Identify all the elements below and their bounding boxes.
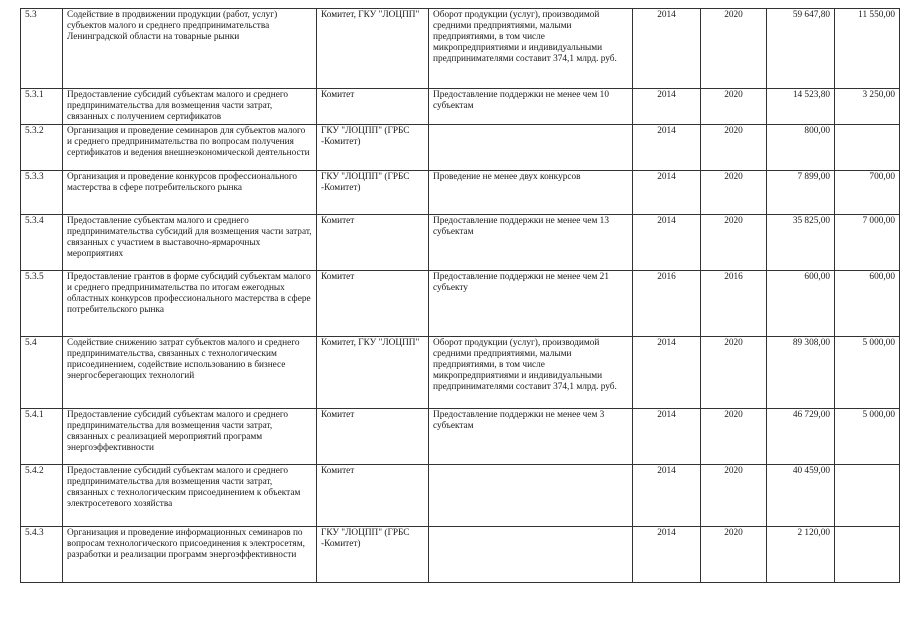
item-executor: Комитет, ГКУ "ЛОЦПП": [317, 9, 429, 89]
item-end-year: 2016: [701, 271, 767, 337]
item-end-year: 2020: [701, 465, 767, 527]
item-total-amount: 800,00: [767, 125, 835, 171]
item-indicator: Предоставление поддержки не менее чем 3 субъектам: [429, 409, 633, 465]
item-code: 5.3.5: [21, 271, 63, 337]
item-budget-amount: 700,00: [835, 171, 900, 215]
item-start-year: 2014: [633, 89, 701, 125]
item-total-amount: 2 120,00: [767, 527, 835, 583]
item-start-year: 2014: [633, 125, 701, 171]
table-row: [21, 9, 900, 89]
item-start-year: 2014: [633, 215, 701, 271]
item-executor: Комитет: [317, 271, 429, 337]
table-row: [21, 271, 900, 337]
table-row: [21, 215, 900, 271]
item-start-year: 2014: [633, 171, 701, 215]
item-end-year: 2020: [701, 337, 767, 409]
item-budget-amount: [835, 465, 900, 527]
table-row: [21, 171, 900, 215]
item-budget-amount: 11 550,00: [835, 9, 900, 89]
item-executor: Комитет, ГКУ "ЛОЦПП": [317, 337, 429, 409]
item-end-year: 2020: [701, 527, 767, 583]
item-name: Предоставление грантов в форме субсидий субъектам малого и среднего предпринимательства по итогам ежегодных областных конкурсов профессионального мастерства в сфере потребительского рынка: [63, 271, 317, 337]
table-row: [21, 465, 900, 527]
item-name: Организация и проведение информационных семинаров по вопросам технологического присоединения к электросетям, разработки и реализации программ энергоэффективности: [63, 527, 317, 583]
item-budget-amount: 7 000,00: [835, 215, 900, 271]
item-executor: Комитет: [317, 215, 429, 271]
item-indicator: [429, 465, 633, 527]
item-end-year: 2020: [701, 409, 767, 465]
item-name: Организация и проведение семинаров для субъектов малого и среднего предпринимательства по вопросам получения сертификатов и ведения внешнеэкономической деятельности: [63, 125, 317, 171]
item-code: 5.4.2: [21, 465, 63, 527]
item-end-year: 2020: [701, 9, 767, 89]
item-start-year: 2014: [633, 465, 701, 527]
table-row: [21, 89, 900, 125]
item-indicator: [429, 527, 633, 583]
program-table: [20, 8, 900, 583]
item-name: Предоставление субсидий субъектам малого и среднего предпринимательства для возмещения части затрат, связанных с реализацией мероприятий программ энергоэффективности: [63, 409, 317, 465]
item-total-amount: 46 729,00: [767, 409, 835, 465]
item-budget-amount: 3 250,00: [835, 89, 900, 125]
item-total-amount: 600,00: [767, 271, 835, 337]
item-code: 5.3.2: [21, 125, 63, 171]
item-indicator: Предоставление поддержки не менее чем 10 субъектам: [429, 89, 633, 125]
item-end-year: 2020: [701, 89, 767, 125]
item-indicator: Оборот продукции (услуг), производимой средними предприятиями, малыми предприятиями, в том числе микропредприятиями и индивидуальными предпринимателями составит 374,1 млрд. руб.: [429, 337, 633, 409]
item-end-year: 2020: [701, 125, 767, 171]
item-budget-amount: 600,00: [835, 271, 900, 337]
item-total-amount: 89 308,00: [767, 337, 835, 409]
item-code: 5.3.3: [21, 171, 63, 215]
item-executor: Комитет: [317, 465, 429, 527]
item-code: 5.4: [21, 337, 63, 409]
item-total-amount: 40 459,00: [767, 465, 835, 527]
item-total-amount: 7 899,00: [767, 171, 835, 215]
table-row: [21, 409, 900, 465]
table-row: [21, 527, 900, 583]
item-executor: ГКУ "ЛОЦПП" (ГРБС -Комитет): [317, 171, 429, 215]
item-end-year: 2020: [701, 215, 767, 271]
item-name: Предоставление субсидий субъектам малого и среднего предпринимательства для возмещения части затрат, связанных с получением сертификатов: [63, 89, 317, 125]
item-budget-amount: [835, 527, 900, 583]
item-code: 5.3.1: [21, 89, 63, 125]
item-name: Организация и проведение конкурсов профессионального мастерства в сфере потребительского рынка: [63, 171, 317, 215]
table-row: [21, 337, 900, 409]
item-start-year: 2014: [633, 9, 701, 89]
item-start-year: 2014: [633, 337, 701, 409]
item-executor: Комитет: [317, 409, 429, 465]
item-code: 5.4.3: [21, 527, 63, 583]
item-name: Предоставление субъектам малого и среднего предпринимательства субсидий для возмещения части затрат, связанных с участием в выставочно-ярмарочных мероприятиях: [63, 215, 317, 271]
item-indicator: Проведение не менее двух конкурсов: [429, 171, 633, 215]
item-indicator: Предоставление поддержки не менее чем 21 субъекту: [429, 271, 633, 337]
item-code: 5.3.4: [21, 215, 63, 271]
item-code: 5.3: [21, 9, 63, 89]
item-code: 5.4.1: [21, 409, 63, 465]
item-budget-amount: [835, 125, 900, 171]
item-name: Содействие снижению затрат субъектов малого и среднего предпринимательства, связанных с технологическим присоединением, содействие использованию в бизнесе энергосберегающих технологий: [63, 337, 317, 409]
item-end-year: 2020: [701, 171, 767, 215]
item-start-year: 2014: [633, 409, 701, 465]
item-start-year: 2016: [633, 271, 701, 337]
item-start-year: 2014: [633, 527, 701, 583]
item-budget-amount: 5 000,00: [835, 409, 900, 465]
item-total-amount: 35 825,00: [767, 215, 835, 271]
item-name: Содействие в продвижении продукции (работ, услуг) субъектов малого и среднего предпринимательства Ленинградской области на товарные рынки: [63, 9, 317, 89]
item-executor: ГКУ "ЛОЦПП" (ГРБС -Комитет): [317, 527, 429, 583]
table-body: [21, 9, 900, 583]
item-budget-amount: 5 000,00: [835, 337, 900, 409]
item-name: Предоставление субсидий субъектам малого и среднего предпринимательства для возмещения части затрат, связанных с технологическим присоединением к объектам электросетевого хозяйства: [63, 465, 317, 527]
item-total-amount: 59 647,80: [767, 9, 835, 89]
item-total-amount: 14 523,80: [767, 89, 835, 125]
item-indicator: [429, 125, 633, 171]
item-indicator: Предоставление поддержки не менее чем 13 субъектам: [429, 215, 633, 271]
item-executor: ГКУ "ЛОЦПП" (ГРБС -Комитет): [317, 125, 429, 171]
table-row: [21, 125, 900, 171]
item-executor: Комитет: [317, 89, 429, 125]
item-indicator: Оборот продукции (услуг), производимой средними предприятиями, малыми предприятиями, в том числе микропредприятиями и индивидуальными предпринимателями составит 374,1 млрд. руб.: [429, 9, 633, 89]
